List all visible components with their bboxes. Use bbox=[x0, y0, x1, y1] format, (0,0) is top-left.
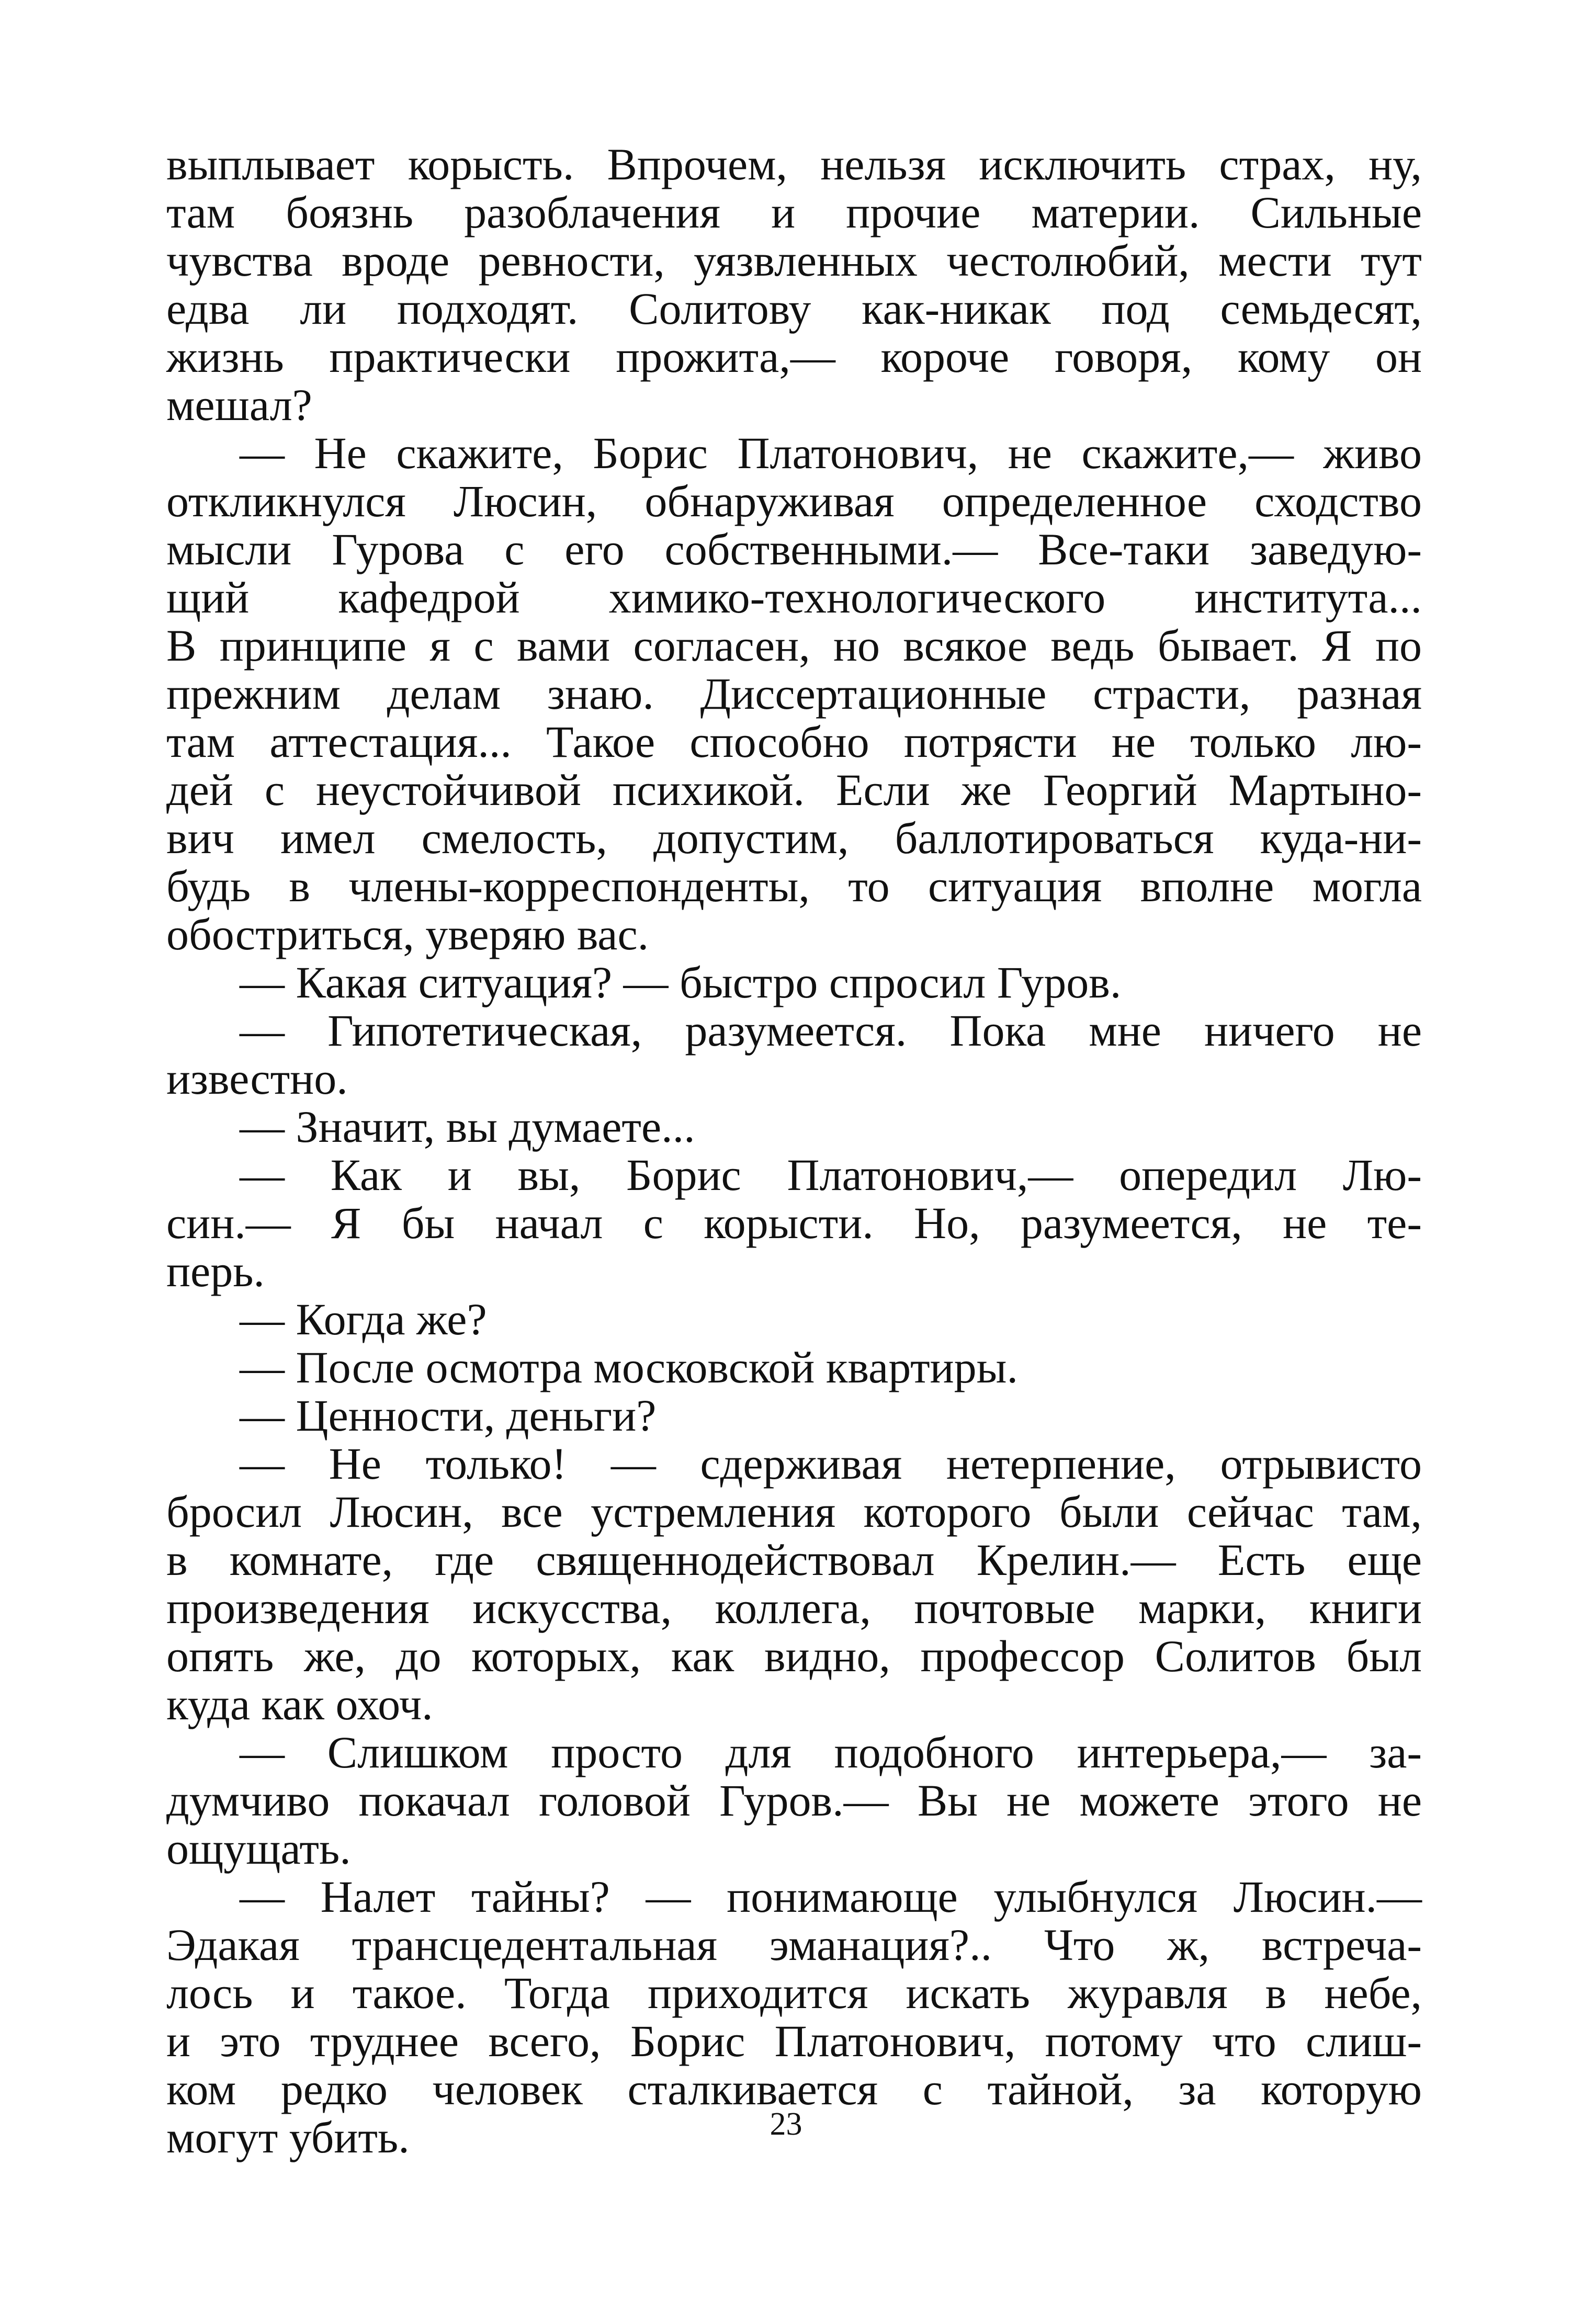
text-line: вич имел смелость, допустим, баллотироваться куда-ни- bbox=[166, 813, 1422, 863]
text-line: могут убить. bbox=[166, 2112, 410, 2162]
text-line: дей с неустойчивой психикой. Если же Георгий Мартыно- bbox=[166, 765, 1422, 815]
text-line: — Не скажите, Борис Платонович, не скажите,— живо bbox=[240, 428, 1422, 478]
text-line: бросил Люсин, все устремления которого были сейчас там, bbox=[166, 1487, 1422, 1537]
text-line: щий кафедрой химико-технологического института... bbox=[166, 572, 1422, 622]
text-line: будь в члены-корреспонденты, то ситуация вполне могла bbox=[166, 861, 1422, 911]
text-line: произведения искусства, коллега, почтовые марки, книги bbox=[166, 1583, 1422, 1633]
text-line: едва ли подходят. Солитову как-никак под семьдесят, bbox=[166, 284, 1422, 334]
text-line: мешал? bbox=[166, 380, 312, 430]
text-line: ком редко человек сталкивается с тайной, за которую bbox=[166, 2064, 1422, 2114]
text-line: лось и такое. Тогда приходится искать журавля в небе, bbox=[166, 1968, 1422, 2018]
text-line: — Гипотетическая, разумеется. Пока мне ничего не bbox=[240, 1005, 1422, 1056]
text-line: — Слишком просто для подобного интерьера,— за- bbox=[240, 1727, 1422, 1777]
text-line: — После осмотра московской квартиры. bbox=[240, 1342, 1018, 1392]
text-line: — Значит, вы думаете... bbox=[240, 1102, 695, 1152]
page-number: 23 bbox=[770, 2106, 802, 2142]
text-line: в комнате, где священнодействовал Крелин.— Есть еще bbox=[166, 1535, 1422, 1585]
text-line: опять же, до которых, как видно, профессор Солитов был bbox=[166, 1631, 1422, 1681]
text-line: мысли Гурова с его собственными.— Все-таки заведую- bbox=[166, 524, 1422, 574]
text-line: — Не только! — сдерживая нетерпение, отрывисто bbox=[240, 1438, 1422, 1489]
text-line: жизнь практически прожита,— короче говоря, кому он bbox=[166, 332, 1422, 382]
text-line: — Когда же? bbox=[240, 1294, 487, 1344]
text-line: думчиво покачал головой Гуров.— Вы не можете этого не bbox=[166, 1775, 1422, 1826]
text-line: ощущать. bbox=[166, 1823, 351, 1874]
text-line: чувства вроде ревности, уязвленных честолюбий, мести тут bbox=[166, 235, 1422, 286]
text-line: — Налет тайны? — понимающе улыбнулся Люсин.— bbox=[240, 1872, 1422, 1922]
text-line: — Как и вы, Борис Платонович,— опередил Лю- bbox=[240, 1150, 1422, 1200]
text-line: син.— Я бы начал с корысти. Но, разумеется, не те- bbox=[166, 1198, 1422, 1248]
text-line: — Какая ситуация? — быстро спросил Гуров. bbox=[240, 957, 1122, 1007]
text-line: там боязнь разоблачения и прочие материи. Сильные bbox=[166, 187, 1422, 237]
text-line: Эдакая трансцедентальная эманация?.. Что ж, встреча- bbox=[166, 1920, 1422, 1970]
text-line: там аттестация... Такое способно потрясти не только лю- bbox=[166, 717, 1422, 767]
text-line: откликнулся Люсин, обнаруживая определенное сходство bbox=[166, 476, 1422, 526]
text-line: известно. bbox=[166, 1053, 348, 1104]
text-line: — Ценности, деньги? bbox=[240, 1390, 657, 1441]
text-line: и это труднее всего, Борис Платонович, потому что слиш- bbox=[166, 2016, 1422, 2066]
text-line: куда как охоч. bbox=[166, 1679, 433, 1729]
text-line: прежним делам знаю. Диссертационные страсти, разная bbox=[166, 668, 1422, 719]
text-line: обостриться, уверяю вас. bbox=[166, 909, 649, 959]
body-text bbox=[166, 140, 1422, 2161]
text-line: выплывает корысть. Впрочем, нельзя исключить страх, ну, bbox=[166, 139, 1422, 189]
text-line: перь. bbox=[166, 1246, 265, 1296]
text-line: В принципе я с вами согласен, но всякое ведь бывает. Я по bbox=[166, 620, 1422, 671]
